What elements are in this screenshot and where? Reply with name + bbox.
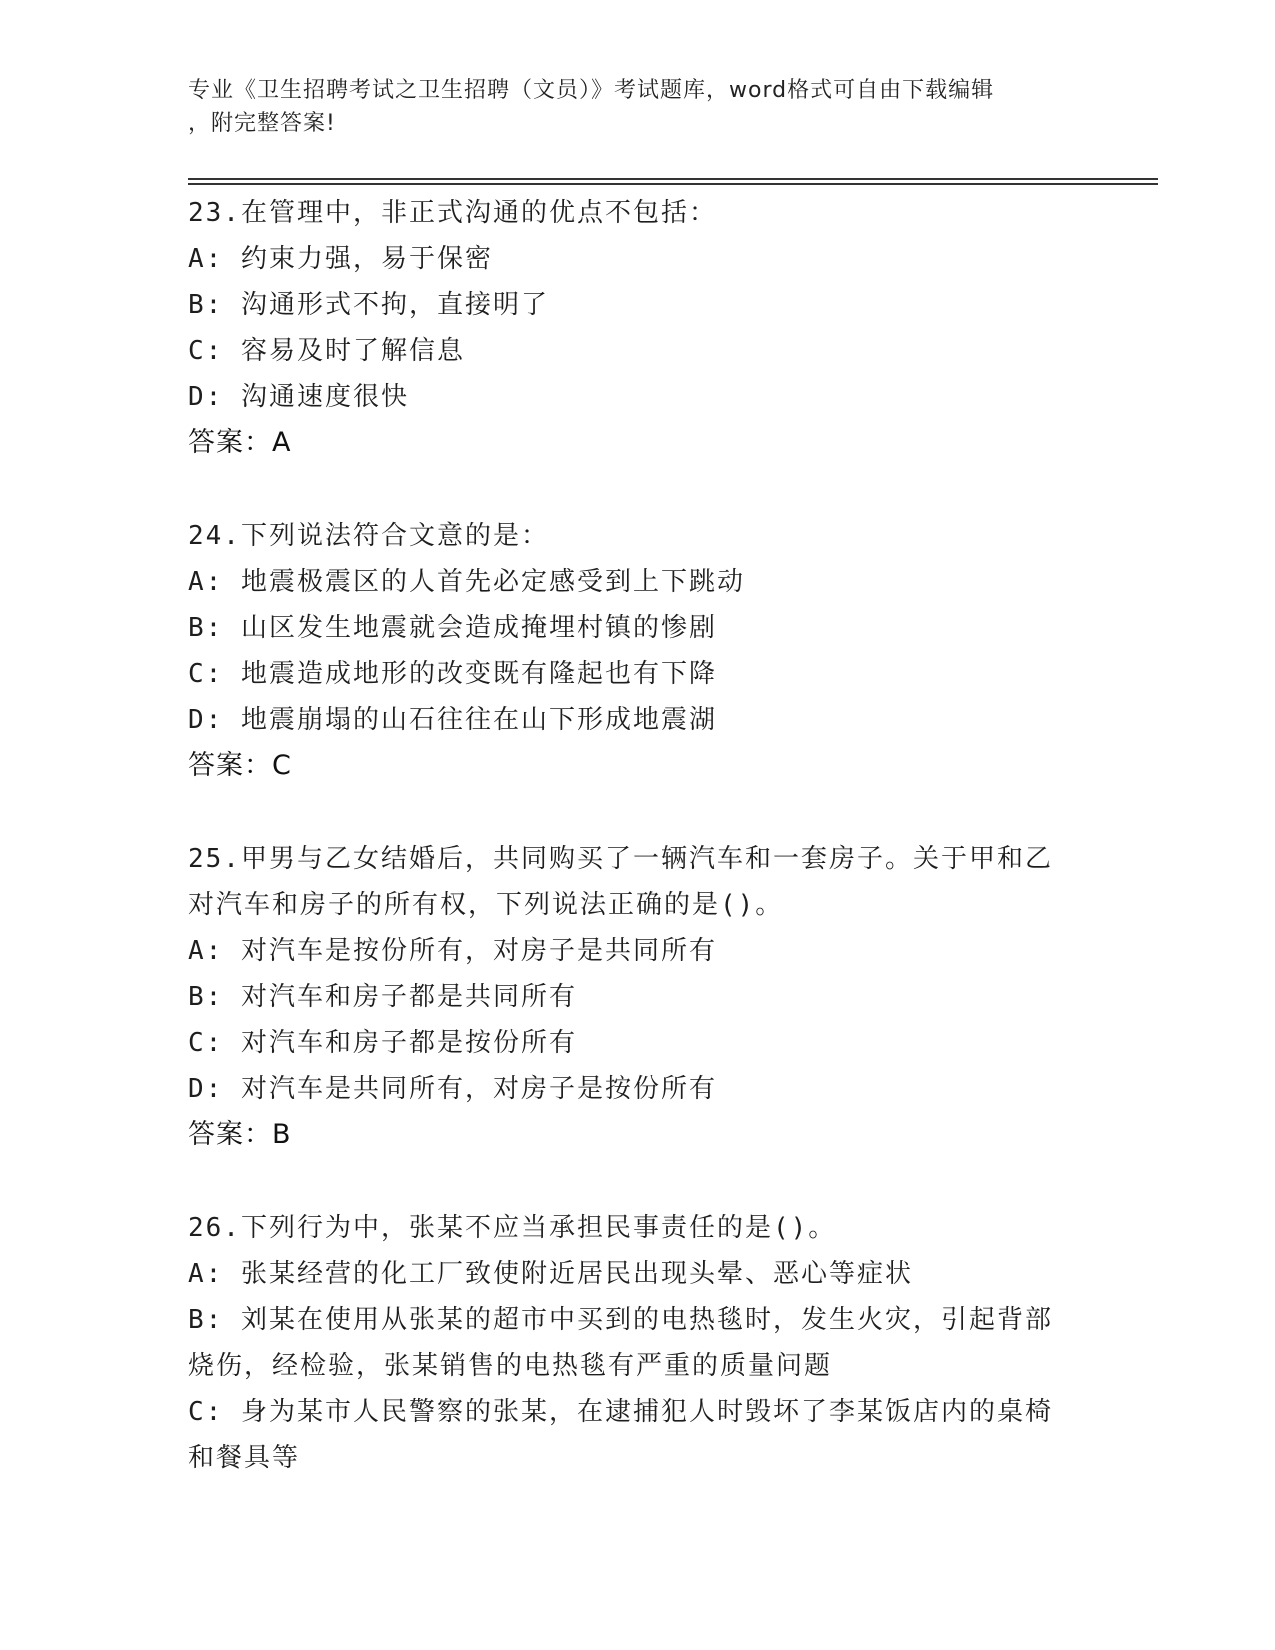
question-option: A: 对汽车是按份所有，对房子是共同所有 — [188, 936, 717, 966]
question-option: 和餐具等 — [188, 1443, 301, 1473]
question-option: C: 对汽车和房子都是按份所有 — [188, 1028, 577, 1058]
question-block — [188, 836, 1088, 1158]
question-answer: 答案：B — [188, 1119, 292, 1150]
question-stem: 23.在管理中，非正式沟通的优点不包括： — [188, 198, 717, 228]
question-stem: 对汽车和房子的所有权，下列说法正确的是()。 — [188, 890, 784, 920]
question-option: 烧伤，经检验，张某销售的电热毯有严重的质量问题 — [188, 1351, 833, 1381]
header-rule-top — [188, 178, 1158, 180]
question-list — [188, 190, 1088, 1528]
header-rule-bottom — [188, 183, 1158, 185]
question-option: B: 对汽车和房子都是共同所有 — [188, 982, 577, 1012]
header-line-1: 专业《卫生招聘考试之卫生招聘（文员）》考试题库，word格式可自由下载编辑 — [188, 78, 995, 103]
question-option: D: 地震崩塌的山石往往在山下形成地震湖 — [188, 705, 717, 735]
question-option: C: 身为某市人民警察的张某，在逮捕犯人时毁坏了李某饭店内的桌椅 — [188, 1397, 1053, 1427]
question-answer: 答案：A — [188, 427, 292, 458]
question-option: A: 地震极震区的人首先必定感受到上下跳动 — [188, 567, 745, 597]
question-stem: 24.下列说法符合文意的是： — [188, 521, 549, 551]
question-block — [188, 190, 1088, 466]
question-option: D: 沟通速度很快 — [188, 382, 409, 412]
question-answer: 答案：C — [188, 750, 292, 781]
document-header — [188, 74, 1088, 140]
question-block — [188, 1205, 1088, 1481]
question-block — [188, 513, 1088, 789]
question-option: B: 山区发生地震就会造成掩埋村镇的惨剧 — [188, 613, 717, 643]
question-option: D: 对汽车是共同所有，对房子是按份所有 — [188, 1074, 717, 1104]
question-option: C: 地震造成地形的改变既有隆起也有下降 — [188, 659, 717, 689]
question-stem: 26.下列行为中，张某不应当承担民事责任的是()。 — [188, 1213, 837, 1243]
question-option: A: 约束力强，易于保密 — [188, 244, 493, 274]
question-option: B: 沟通形式不拘，直接明了 — [188, 290, 549, 320]
question-option: A: 张某经营的化工厂致使附近居民出现头晕、恶心等症状 — [188, 1259, 913, 1289]
header-line-2: ，附完整答案! — [188, 111, 336, 136]
question-option: C: 容易及时了解信息 — [188, 336, 465, 366]
question-stem: 25.甲男与乙女结婚后，共同购买了一辆汽车和一套房子。关于甲和乙 — [188, 844, 1053, 874]
question-option: B: 刘某在使用从张某的超市中买到的电热毯时，发生火灾，引起背部 — [188, 1305, 1053, 1335]
